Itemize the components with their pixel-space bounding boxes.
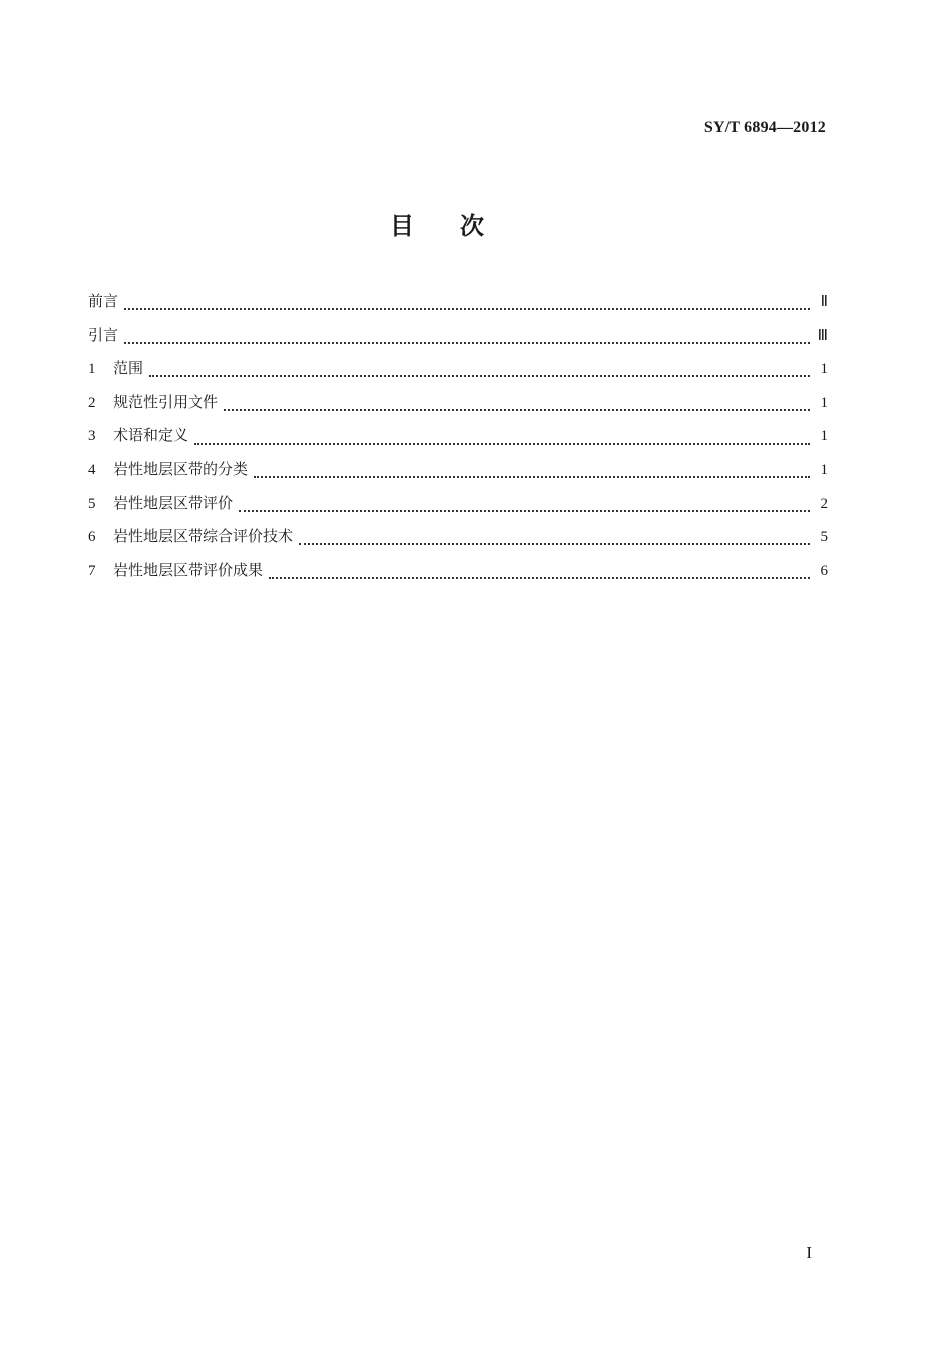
dot-leader xyxy=(254,476,810,478)
toc-title: 目次 xyxy=(390,212,530,240)
toc-item-number: 1 xyxy=(88,361,96,378)
toc-item-number: 2 xyxy=(88,394,96,411)
toc-item-introduction[interactable] xyxy=(88,324,828,358)
toc-item-normative-references[interactable] xyxy=(88,391,828,425)
standard-code: SY/T 6894—2012 xyxy=(703,119,826,136)
toc-item-label: 岩性地层区带评价 xyxy=(113,493,234,512)
toc-item-page: 1 xyxy=(820,361,828,378)
dot-leader xyxy=(239,510,810,512)
toc-item-label: 范围 xyxy=(113,359,144,378)
dot-leader xyxy=(149,375,810,377)
toc-item-label: 岩性地层区带的分类 xyxy=(113,459,249,478)
toc-item-page: Ⅱ xyxy=(820,294,828,310)
dot-leader xyxy=(224,409,810,411)
toc-item-number: 4 xyxy=(88,461,96,478)
toc-item-evaluation-results[interactable] xyxy=(88,559,828,593)
toc-item-comprehensive-evaluation[interactable] xyxy=(88,525,828,559)
toc-item-label: 岩性地层区带评价成果 xyxy=(113,560,264,579)
page-number: I xyxy=(806,1243,812,1262)
toc-item-label: 引言 xyxy=(88,325,119,344)
toc-item-page: 6 xyxy=(820,562,828,579)
table-of-contents xyxy=(88,290,828,592)
toc-item-page: 1 xyxy=(820,394,828,411)
toc-item-label: 规范性引用文件 xyxy=(113,392,219,411)
toc-item-page: 5 xyxy=(820,529,828,546)
toc-item-label: 术语和定义 xyxy=(113,426,189,445)
toc-item-page: 1 xyxy=(820,428,828,445)
toc-item-terms-definitions[interactable] xyxy=(88,424,828,458)
toc-item-page: 2 xyxy=(820,495,828,512)
toc-item-label: 岩性地层区带综合评价技术 xyxy=(113,527,294,546)
toc-item-scope[interactable] xyxy=(88,357,828,391)
toc-item-number: 6 xyxy=(88,529,96,546)
dot-leader xyxy=(124,342,810,344)
dot-leader xyxy=(194,443,810,445)
toc-item-number: 7 xyxy=(88,562,96,579)
toc-item-label: 前言 xyxy=(88,292,119,310)
toc-item-classification[interactable] xyxy=(88,458,828,492)
toc-item-evaluation[interactable] xyxy=(88,492,828,526)
dot-leader xyxy=(299,543,810,545)
dot-leader xyxy=(269,577,810,579)
toc-item-page: 1 xyxy=(820,461,828,478)
toc-item-number: 3 xyxy=(88,428,96,445)
toc-item-number: 5 xyxy=(88,495,96,512)
dot-leader xyxy=(124,308,810,310)
toc-item-foreword[interactable] xyxy=(88,290,828,324)
toc-item-page: Ⅲ xyxy=(817,327,828,344)
